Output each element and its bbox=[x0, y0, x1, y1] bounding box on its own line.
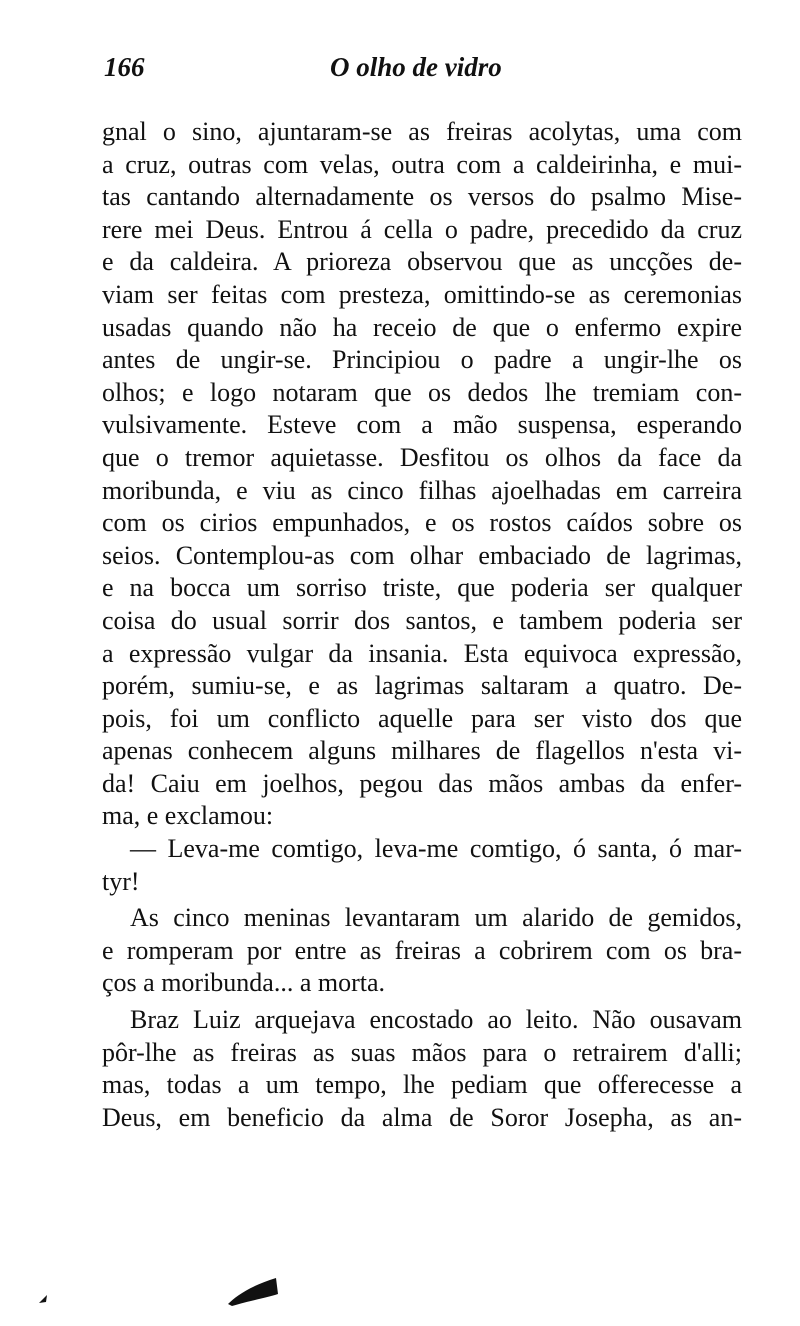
text-line: usadas quando não ha receio de que o enfermo expire bbox=[102, 312, 742, 342]
text-line: moribunda, e viu as cinco filhas ajoelhadas em carreira bbox=[102, 475, 742, 505]
text-line: e romperam por entre as freiras a cobrirem com os bra- bbox=[102, 935, 742, 965]
text-line: As cinco meninas levantaram um alarido de gemidos, bbox=[130, 903, 742, 933]
text-line: a cruz, outras com velas, outra com a caldeirinha, e mui- bbox=[102, 149, 742, 179]
text-line: seios. Contemplou-as com olhar embaciado de lagrimas, bbox=[102, 540, 742, 570]
text-line: antes de ungir-se. Principiou o padre a ungir-lhe os bbox=[102, 345, 742, 375]
text-line: vulsivamente. Esteve com a mão suspensa, esperando bbox=[102, 410, 742, 440]
page-number: 166 bbox=[104, 52, 145, 82]
text-line: ma, e exclamou: bbox=[102, 801, 274, 831]
text-line: tyr! bbox=[102, 866, 140, 896]
printer-ornament-icon bbox=[226, 1276, 280, 1308]
text-line: e da caldeira. A prioreza observou que as uncções de- bbox=[102, 247, 742, 277]
text-line: Deus, em beneficio da alma de Soror Josepha, as an- bbox=[102, 1102, 742, 1132]
text-line: tas cantando alternadamente os versos do psalmo Mise- bbox=[102, 182, 742, 212]
text-line: porém, sumiu-se, e as lagrimas saltaram a quatro. De- bbox=[102, 671, 742, 701]
text-line: apenas conhecem alguns milhares de flagellos n'esta vi- bbox=[102, 736, 742, 766]
text-line: da! Caiu em joelhos, pegou das mãos ambas da enfer- bbox=[102, 768, 742, 798]
page-header bbox=[104, 52, 740, 92]
text-line: pôr-lhe as freiras as suas mãos para o retrairem d'alli; bbox=[102, 1037, 742, 1067]
margin-mark-icon bbox=[38, 1294, 48, 1304]
text-line: com os cirios empunhados, e os rostos caídos sobre os bbox=[102, 508, 742, 538]
text-line: coisa do usual sorrir dos santos, e tambem poderia ser bbox=[102, 605, 742, 635]
text-line: — Leva-me comtigo, leva-me comtigo, ó santa, ó mar- bbox=[130, 834, 742, 864]
running-title: O olho de vidro bbox=[330, 52, 502, 82]
text-line: a expressão vulgar da insania. Esta equivoca expressão, bbox=[102, 638, 742, 668]
text-line: olhos; e logo notaram que os dedos lhe tremiam con- bbox=[102, 377, 742, 407]
text-line: Braz Luiz arquejava encostado ao leito. Não ousavam bbox=[130, 1005, 742, 1035]
text-line: e na bocca um sorriso triste, que poderia ser qualquer bbox=[102, 573, 742, 603]
body-text bbox=[102, 116, 742, 1134]
text-line: que o tremor aquietasse. Desfitou os olhos da face da bbox=[102, 442, 742, 472]
text-line: gnal o sino, ajuntaram-se as freiras acolytas, uma com bbox=[102, 117, 742, 146]
text-line: ços a moribunda... a morta. bbox=[102, 968, 386, 998]
text-line: mas, todas a um tempo, lhe pediam que offerecesse a bbox=[102, 1070, 742, 1100]
text-line: rere mei Deus. Entrou á cella o padre, precedido da cruz bbox=[102, 214, 742, 244]
text-line: viam ser feitas com presteza, omittindo-se as ceremonias bbox=[102, 279, 742, 309]
text-line: pois, foi um conflicto aquelle para ser visto dos que bbox=[102, 703, 742, 733]
